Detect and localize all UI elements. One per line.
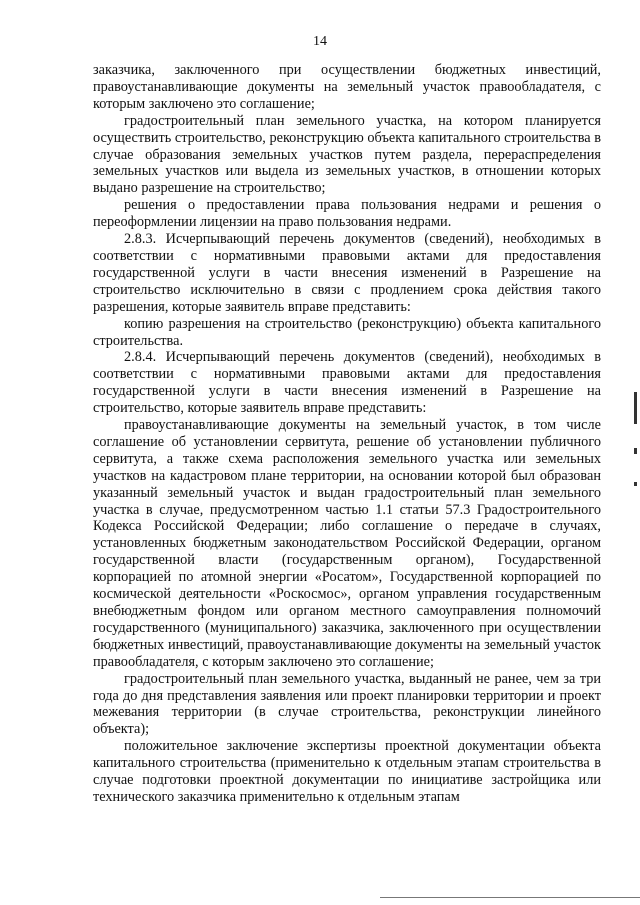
scan-edge-mark	[634, 448, 637, 454]
paragraph-2-8-4: 2.8.4. Исчерпывающий перечень документов (сведений), необходимых в соответствии с нормативными правовыми актами для предоставления государственной услуги в части внесения изменений в Разрешение на строительство, которые заявитель вправе представить:	[93, 349, 601, 417]
paragraph-urban-plan-three-years: градостроительный план земельного участка, выданный не ранее, чем за три года до дня представления заявления или проект планировки территории и проект межевания территории (в случае строительства, реконструкции линейного объекта);	[93, 670, 601, 738]
paragraph-urban-plan-division: градостроительный план земельного участка, на котором планируется осуществить строительство, реконструкцию объекта капитального строительства в случае образования земельных участков путем раздела, перераспределения земельных участков или выдела из земельных участков, в отношении которых выдано разрешение на строительство;	[93, 112, 601, 197]
scan-edge-mark	[634, 482, 637, 486]
paragraph-subsoil-decisions: решения о предоставлении права пользования недрами и решения о переоформлении лицензии на право пользования недрами.	[93, 197, 601, 231]
scan-bottom-line	[380, 897, 640, 898]
document-body	[93, 62, 601, 806]
paragraph-land-title-documents: правоустанавливающие документы на земельный участок, в том числе соглашение об установлении сервитута, решение об установлении публичного сервитута, а также схема расположения земельного участка или земельных участков на кадастровом плане территории, на основании которой был образован указанный земельный участок и выдан градостроительный план земельного участка в случае, предусмотренном частью 1.1 статьи 57.3 Градостроительного Кодекса Российской Федерации; либо соглашение о передаче в случаях, установленных бюджетным законодательством Российской Федерации, органом государственной власти (государственным органом), Государственной корпорацией по атомной энергии «Росатом», Государственной корпорацией по космической деятельности «Роскосмос», органом управления государственным внебюджетным фондом или органом местного самоуправления полномочий государственного (муниципального) заказчика, заключенного при осуществлении бюджетных инвестиций, правоустанавливающие документы на земельный участок правообладателя, с которым заключено это соглашение;	[93, 417, 601, 670]
paragraph-2-8-3: 2.8.3. Исчерпывающий перечень документов (сведений), необходимых в соответствии с нормативными правовыми актами для предоставления государственной услуги в части внесения изменений в Разрешение на строительство исключительно в связи с продлением срока действия такого разрешения, которые заявитель вправе представить:	[93, 231, 601, 315]
paragraph-contractor-continuation: заказчика, заключенного при осуществлении бюджетных инвестиций, правоустанавливающие документы на земельный участок правообладателя, с которым заключено это соглашение;	[93, 62, 601, 112]
paragraph-expertise-conclusion: положительное заключение экспертизы проектной документации объекта капитального строительства (применительно к отдельным этапам строительства в случае подготовки проектной документации по инициативе застройщика или технического заказчика применительно к отдельным этапам	[93, 738, 601, 805]
page-number: 14	[313, 34, 327, 49]
scan-edge-mark	[634, 392, 637, 424]
paragraph-permit-copy: копию разрешения на строительство (реконструкцию) объекта капитального строительства.	[93, 315, 601, 349]
